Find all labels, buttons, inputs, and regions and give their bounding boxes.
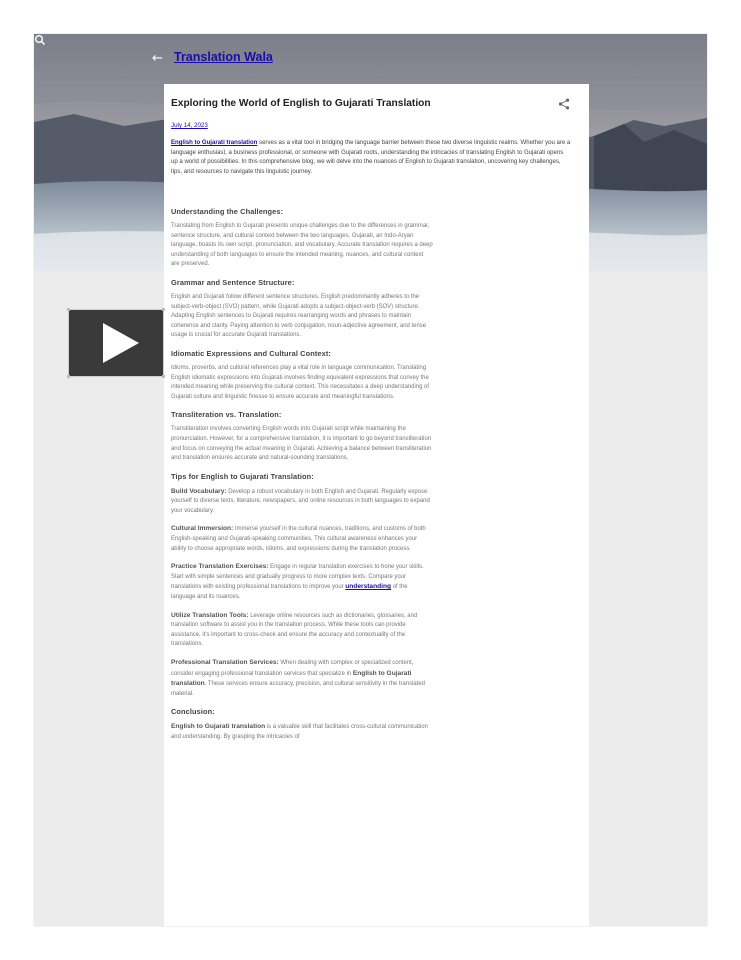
section-heading: Grammar and Sentence Structure: [171, 277, 295, 287]
conclusion-bold: English to Gujarati translation [171, 723, 266, 731]
tip-label: Build Vocabulary: [171, 487, 227, 495]
tip-item [171, 487, 433, 517]
section-text: English and Gujarati follow different sentence structures. English predominantly adheres to the subject-verb-object (SVO) pattern, while Gujarati adopts a subject-object-verb (SOV) structure. Adapting English sentences to Gujarati requires rearranging words and phrases to maintain coherence and clarity. Paying attention to verb conjugation, noun-adjective agreement, and tense usage is crucial for accurate Gujarati translations. [171, 293, 427, 339]
intro-text: serves as a vital tool in bridging the language barrier between these two diverse linguistic realms. Whether you are a language enthusiast, a business professional, or someone with Gujarati roots, understanding the intricacies of translating English to Gujarati opens up a world of possibilities. In this comprehensive blog, we will delve into the nuances of English to Gujarati translation, uncovering key challenges, tips, and resources to navigate this linguistic journey. [171, 140, 571, 175]
play-icon [69, 310, 163, 376]
tip-text: Leverage online resources such as dictionaries, glossaries, and translation software to assist you in the translation process. While these tools can provide assistance, it's important to cross-check and ensure the accuracy and contextuality of the translations. [171, 612, 418, 648]
post-intro [171, 139, 571, 177]
slide-frame [34, 34, 707, 926]
video-play-button[interactable] [68, 309, 164, 377]
tip-item [171, 611, 433, 650]
back-arrow-icon[interactable]: ← [152, 51, 163, 66]
tip-label: Utilize Translation Tools: [171, 611, 249, 619]
blog-post-card [164, 84, 589, 926]
understanding-link[interactable]: understanding [345, 583, 392, 591]
section-text: Transliteration involves converting English words into Gujarati script while maintaining the pronunciation. However, for a comprehensive translation, it is important to go beyond transliteration and focus on conveying the actual meaning in Gujarati. Achieving a balance between transliteration and translation ensures accurate and natural-sounding translations. [171, 426, 432, 462]
tip-text: Immerse yourself in the cultural nuances, traditions, and customs of both English-speaking and Gujarati-speaking communities. This cultural awareness enhances your ability to choose appropriate words, idioms, and expressions during the translation process. [171, 526, 426, 552]
section-heading: Idiomatic Expressions and Cultural Context: [171, 348, 331, 358]
tip-text: Develop a robust vocabulary in both English and Gujarati. Regularly expose yourself to diverse texts, literature, newspapers, and online resources in both languages to expand your vocabulary. [171, 488, 430, 514]
intro-link[interactable]: English to Gujarati translation [171, 140, 258, 146]
tip-text: When dealing with complex or specialized content, consider engaging professional translation services that specialize in [171, 660, 414, 677]
blog-title-link[interactable]: Translation Wala [174, 50, 273, 64]
tip-item [171, 658, 433, 699]
post-body [171, 207, 433, 751]
tip-bold-phrase: English to Gujarati translation [171, 669, 412, 688]
tip-item [171, 562, 433, 602]
tip-text: . These services ensure accuracy, precision, and cultural sensitivity in the translated material. [171, 681, 425, 697]
section-text: Translating from English to Gujarati presents unique challenges due to the differences in grammar, sentence structure, and cultural context between the two languages. Gujarati, an Indo-Aryan language, boasts its own script, pronunciation, and vocabulary. Accurate translation requires a deep understanding of both languages to ensure the intended meaning, nuances, and cultural context are preserved. [171, 223, 433, 268]
tip-text: Engage in regular translation exercises to hone your skills. Start with simple sentences and gradually progress to more complex texts. Compare your translations with existing professional translations to improve your [171, 564, 424, 591]
section-heading: Transliteration vs. Translation: [171, 410, 282, 420]
post-date-link[interactable]: July 14, 2023 [171, 122, 208, 129]
resize-handle [162, 308, 165, 311]
section-text: Idioms, proverbs, and cultural references play a vital role in language communication. Translating English idiomatic expressions into Gujarati involves finding equivalent expressions that convey the intended meaning while preserving the cultural context. This necessitates a deep understanding of Gujarati culture and linguistic finesse to ensure accurate and meaningful translations. [171, 364, 430, 400]
conclusion-heading: Conclusion: [171, 707, 215, 717]
section-heading: Understanding the Challenges: [171, 207, 284, 216]
share-icon[interactable] [558, 98, 570, 110]
conclusion-text [171, 722, 433, 742]
conclusion-body: is a valuable skill that facilitates cross-cultural communication and understanding. By grasping the intricacies of [171, 724, 428, 740]
resize-handle [162, 375, 165, 378]
search-icon[interactable] [34, 34, 46, 46]
tip-label: Cultural Immersion: [171, 525, 234, 533]
resize-handle [67, 308, 70, 311]
tips-heading: Tips for English to Gujarati Translation: [171, 471, 314, 481]
resize-handle [67, 375, 70, 378]
tip-item [171, 524, 433, 554]
tip-text: of the language and its nuances. [171, 584, 408, 601]
tip-label: Professional Translation Services: [171, 659, 279, 666]
post-title: Exploring the World of English to Gujarati Translation [171, 98, 431, 109]
tip-label: Practice Translation Exercises: [171, 563, 269, 571]
